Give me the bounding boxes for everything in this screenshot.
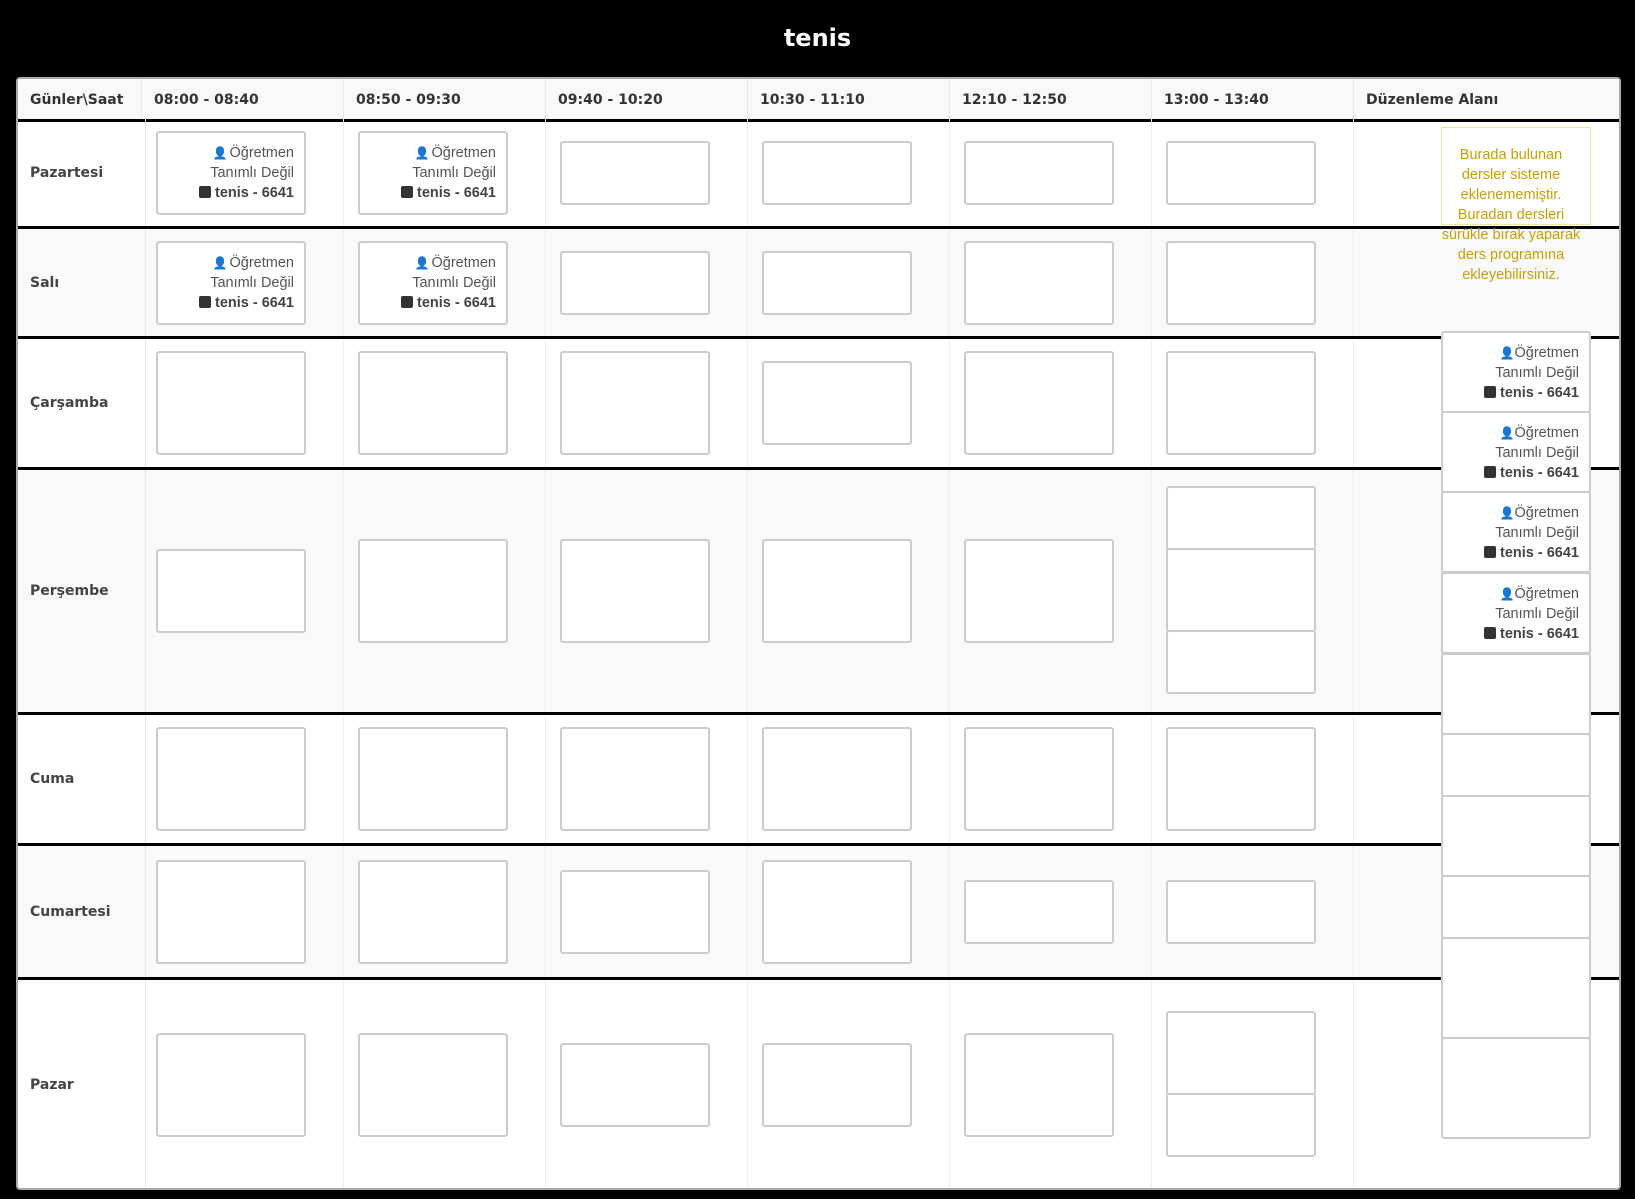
- cell[interactable]: [344, 119, 546, 226]
- person-icon: 👤: [212, 255, 228, 270]
- day-label: Cuma: [18, 715, 146, 843]
- cell[interactable]: [142, 229, 344, 336]
- empty-slot[interactable]: [156, 860, 306, 964]
- cell[interactable]: [142, 846, 344, 977]
- cell[interactable]: [1152, 339, 1354, 467]
- empty-slot[interactable]: [1166, 880, 1316, 944]
- corner-header: Günler\Saat: [18, 79, 142, 119]
- cell[interactable]: [142, 339, 344, 467]
- empty-slot[interactable]: [358, 727, 508, 831]
- day-row-cuma: [18, 715, 1619, 846]
- empty-slot[interactable]: [1166, 486, 1316, 550]
- teacher-status: Tanımlı Değil: [210, 164, 294, 181]
- empty-slot[interactable]: [156, 727, 306, 831]
- cell[interactable]: [950, 339, 1152, 467]
- cell[interactable]: [748, 339, 950, 467]
- teacher-status: Tanımlı Değil: [1495, 365, 1579, 381]
- cell[interactable]: [950, 715, 1152, 843]
- empty-slot[interactable]: [1166, 351, 1316, 455]
- empty-slot[interactable]: [762, 1043, 912, 1127]
- lesson-label: tenis - 6641: [1500, 545, 1579, 561]
- cell[interactable]: [142, 715, 344, 843]
- cell[interactable]: [344, 339, 546, 467]
- teacher-label: Öğretmen: [1514, 345, 1579, 361]
- cell[interactable]: [546, 470, 748, 712]
- day-row-persembe: [18, 470, 1619, 715]
- empty-slot[interactable]: [964, 727, 1114, 831]
- person-icon: 👤: [1499, 346, 1515, 360]
- empty-slot[interactable]: [762, 141, 912, 205]
- cell[interactable]: [1152, 119, 1354, 226]
- empty-slot[interactable]: [1166, 630, 1316, 694]
- cell[interactable]: [344, 980, 546, 1190]
- person-icon: 👤: [414, 145, 430, 160]
- page-title: tenis: [783, 24, 852, 52]
- teacher-line: [1453, 584, 1579, 604]
- empty-slot[interactable]: [560, 727, 710, 831]
- lesson-card[interactable]: [156, 131, 306, 215]
- empty-slot[interactable]: [1166, 241, 1316, 325]
- cell[interactable]: [546, 715, 748, 843]
- timetable: [16, 77, 1621, 1190]
- cell[interactable]: [344, 229, 546, 336]
- slot-header-5: 12:10 - 12:50: [950, 79, 1152, 119]
- cell[interactable]: [950, 846, 1152, 977]
- teacher-label: Öğretmen: [229, 144, 294, 161]
- cell[interactable]: [748, 980, 950, 1190]
- teacher-label: Öğretmen: [1514, 505, 1579, 521]
- lesson-label: tenis - 6641: [1500, 385, 1579, 401]
- teacher-line: [168, 253, 294, 273]
- cell[interactable]: [546, 846, 748, 977]
- empty-slot[interactable]: [156, 549, 306, 633]
- empty-slot[interactable]: [560, 351, 710, 455]
- teacher-status: Tanımlı Değil: [412, 274, 496, 291]
- teacher-line: [1453, 503, 1579, 523]
- edit-icon: [1484, 546, 1496, 558]
- empty-slot[interactable]: [358, 351, 508, 455]
- slot-header-4: 10:30 - 11:10: [748, 79, 950, 119]
- day-row-sali: [18, 229, 1619, 339]
- empty-slot[interactable]: [964, 539, 1114, 643]
- cell[interactable]: [344, 715, 546, 843]
- unplaced-slot[interactable]: [1441, 795, 1591, 877]
- teacher-line: [370, 143, 496, 163]
- unplaced-slot[interactable]: [1441, 653, 1591, 735]
- empty-slot[interactable]: [358, 860, 508, 964]
- cell[interactable]: [142, 470, 344, 712]
- teacher-line: [168, 143, 294, 163]
- cell[interactable]: [748, 715, 950, 843]
- lesson-line: [370, 293, 496, 313]
- teacher-label: Öğretmen: [1514, 425, 1579, 441]
- lesson-line: [168, 183, 294, 203]
- cell[interactable]: [748, 470, 950, 712]
- lesson-label: tenis - 6641: [215, 184, 294, 201]
- lesson-label: tenis - 6641: [215, 294, 294, 311]
- empty-slot[interactable]: [1166, 1093, 1316, 1157]
- empty-slot[interactable]: [156, 1033, 306, 1137]
- slot-stack: [1152, 1013, 1353, 1157]
- edit-icon: [1484, 386, 1496, 398]
- cell[interactable]: [142, 980, 344, 1190]
- empty-slot[interactable]: [560, 251, 710, 315]
- empty-slot[interactable]: [560, 141, 710, 205]
- day-row-pazar: [18, 980, 1619, 1190]
- lesson-line: [168, 293, 294, 313]
- day-label: Perşembe: [18, 470, 146, 712]
- teacher-status: Tanımlı Değil: [1495, 525, 1579, 541]
- empty-slot[interactable]: [762, 361, 912, 445]
- cell[interactable]: [1152, 980, 1354, 1190]
- empty-slot[interactable]: [964, 880, 1114, 944]
- empty-slot[interactable]: [156, 351, 306, 455]
- cell[interactable]: [950, 119, 1152, 226]
- lesson-line: [1453, 383, 1579, 403]
- lesson-line: [1453, 543, 1579, 563]
- person-icon: 👤: [1499, 506, 1515, 520]
- empty-slot[interactable]: [762, 539, 912, 643]
- cell[interactable]: [1152, 846, 1354, 977]
- cell[interactable]: [1152, 229, 1354, 336]
- cell[interactable]: [748, 229, 950, 336]
- edit-icon: [401, 186, 413, 198]
- unplaced-lesson-card[interactable]: [1441, 411, 1591, 493]
- empty-slot[interactable]: [762, 860, 912, 964]
- cell[interactable]: [950, 229, 1152, 336]
- slot-header-1: 08:00 - 08:40: [142, 79, 344, 119]
- cell[interactable]: [950, 980, 1152, 1190]
- unplaced-slot[interactable]: [1441, 733, 1591, 797]
- day-row-carsamba: [18, 339, 1619, 470]
- day-row-cumartesi: [18, 846, 1619, 980]
- empty-slot[interactable]: [1166, 141, 1316, 205]
- day-label: Pazartesi: [18, 119, 146, 226]
- empty-slot[interactable]: [964, 351, 1114, 455]
- slot-header-3: 09:40 - 10:20: [546, 79, 748, 119]
- cell[interactable]: [1152, 715, 1354, 843]
- teacher-status: Tanımlı Değil: [1495, 445, 1579, 461]
- cell[interactable]: [344, 470, 546, 712]
- lesson-line: [370, 183, 496, 203]
- unplaced-slot[interactable]: [1441, 937, 1591, 1039]
- day-label: Çarşamba: [18, 339, 146, 467]
- empty-slot[interactable]: [1166, 727, 1316, 831]
- lesson-line: [1453, 624, 1579, 644]
- empty-slot[interactable]: [964, 241, 1114, 325]
- lesson-label: tenis - 6641: [1500, 626, 1579, 642]
- slot-stack: [1152, 488, 1353, 694]
- lesson-card[interactable]: [358, 241, 508, 325]
- teacher-label: Öğretmen: [1514, 586, 1579, 602]
- unplaced-slot[interactable]: [1441, 1037, 1591, 1139]
- empty-slot[interactable]: [762, 727, 912, 831]
- edit-icon: [401, 296, 413, 308]
- cell[interactable]: [546, 119, 748, 226]
- lesson-card[interactable]: [156, 241, 306, 325]
- empty-slot[interactable]: [560, 870, 710, 954]
- empty-slot[interactable]: [358, 539, 508, 643]
- empty-slot[interactable]: [560, 539, 710, 643]
- unplaced-lesson-card[interactable]: [1441, 572, 1591, 654]
- person-icon: 👤: [1499, 587, 1515, 601]
- person-icon: 👤: [1499, 426, 1515, 440]
- edit-note-text: Burada bulunan dersler sisteme eklenememiştir. Buradan dersleri sürükle bırak yaparak ders programına ekleyebilirsiniz.: [1441, 147, 1581, 283]
- edit-area: [1429, 119, 1619, 1190]
- edit-icon: [199, 186, 211, 198]
- slot-header-6: 13:00 - 13:40: [1152, 79, 1354, 119]
- empty-slot[interactable]: [1166, 548, 1316, 632]
- cell[interactable]: [546, 339, 748, 467]
- person-icon: 👤: [414, 255, 430, 270]
- day-label: Pazar: [18, 980, 146, 1190]
- teacher-status: Tanımlı Değil: [1495, 606, 1579, 622]
- unplaced-lesson-card[interactable]: [1441, 491, 1591, 573]
- cell[interactable]: [748, 119, 950, 226]
- cell[interactable]: [344, 846, 546, 977]
- cell[interactable]: [1152, 470, 1354, 712]
- empty-slot[interactable]: [964, 141, 1114, 205]
- unplaced-slot[interactable]: [1441, 875, 1591, 939]
- teacher-line: [1453, 343, 1579, 363]
- lesson-line: [1453, 463, 1579, 483]
- day-row-pazartesi: [18, 119, 1619, 229]
- cell[interactable]: [950, 470, 1152, 712]
- slot-header-2: 08:50 - 09:30: [344, 79, 546, 119]
- unplaced-lesson-card[interactable]: [1441, 331, 1591, 413]
- empty-slot[interactable]: [358, 1033, 508, 1137]
- edit-icon: [1484, 627, 1496, 639]
- empty-slot[interactable]: [560, 1043, 710, 1127]
- teacher-label: Öğretmen: [431, 254, 496, 271]
- lesson-label: tenis - 6641: [1500, 465, 1579, 481]
- teacher-line: [370, 253, 496, 273]
- empty-slot[interactable]: [1166, 1011, 1316, 1095]
- empty-slot[interactable]: [964, 1033, 1114, 1137]
- lesson-card[interactable]: [358, 131, 508, 215]
- edit-icon: [199, 296, 211, 308]
- teacher-line: [1453, 423, 1579, 443]
- teacher-status: Tanımlı Değil: [210, 274, 294, 291]
- empty-slot[interactable]: [762, 251, 912, 315]
- timetable-header: [18, 79, 1619, 122]
- teacher-status: Tanımlı Değil: [412, 164, 496, 181]
- cell[interactable]: [546, 980, 748, 1190]
- cell[interactable]: [546, 229, 748, 336]
- person-icon: 👤: [212, 145, 228, 160]
- cell[interactable]: [748, 846, 950, 977]
- teacher-label: Öğretmen: [229, 254, 294, 271]
- edit-icon: [1484, 466, 1496, 478]
- teacher-label: Öğretmen: [431, 144, 496, 161]
- day-label: Salı: [18, 229, 146, 336]
- edit-area-header: Düzenleme Alanı: [1366, 92, 1499, 108]
- cell[interactable]: [142, 119, 344, 226]
- lesson-label: tenis - 6641: [417, 294, 496, 311]
- day-label: Cumartesi: [18, 846, 146, 977]
- lesson-label: tenis - 6641: [417, 184, 496, 201]
